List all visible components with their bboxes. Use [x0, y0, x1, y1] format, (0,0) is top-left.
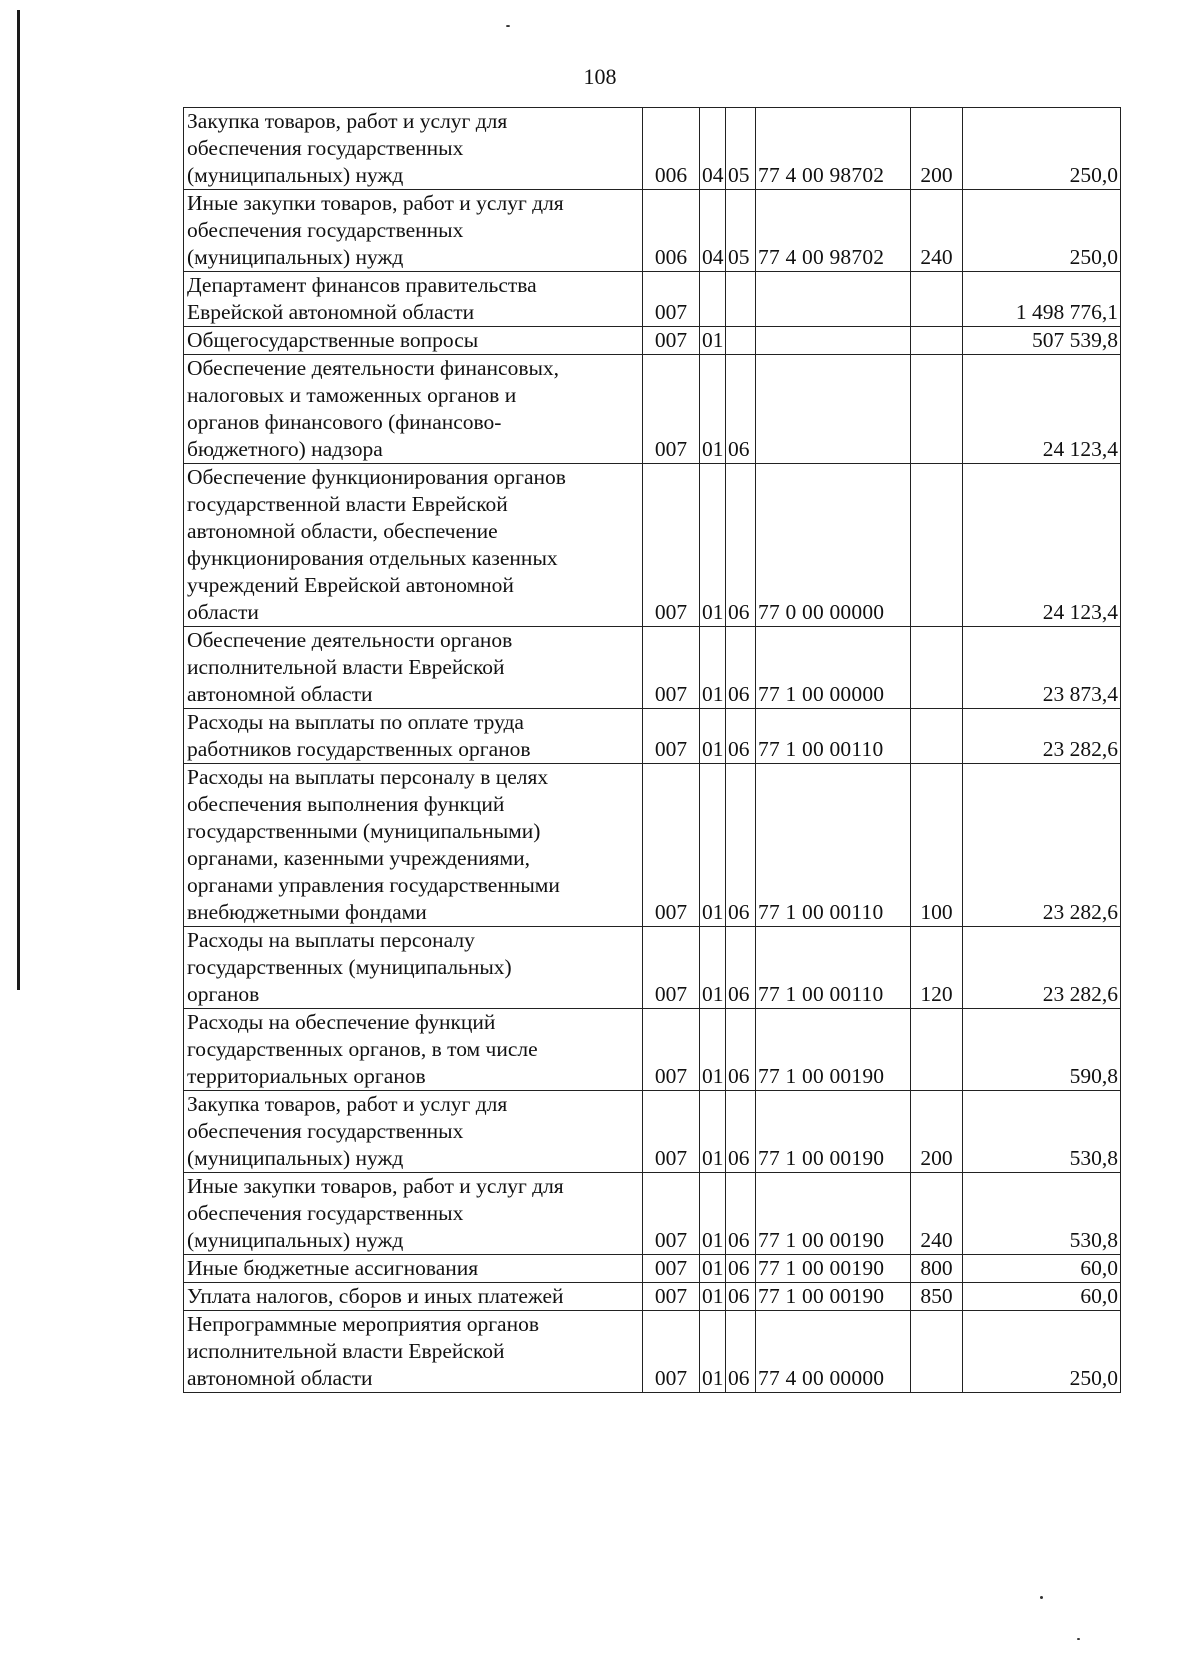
section-code-cell	[700, 272, 726, 327]
budget-table-body	[184, 108, 1121, 1393]
section-code-cell: 01	[700, 1255, 726, 1283]
expense-type-code-cell: 200	[911, 108, 963, 190]
expense-type-code-cell: 240	[911, 1173, 963, 1255]
department-code-cell: 007	[643, 627, 700, 709]
table-row	[184, 927, 1121, 1009]
expense-type-code-cell	[911, 627, 963, 709]
expense-name-cell: Обеспечение деятельности органов исполнительной власти Еврейской автономной области	[184, 627, 643, 709]
table-row	[184, 764, 1121, 927]
expense-name-cell: Обеспечение деятельности финансовых, налоговых и таможенных органов и органов финансового (финансово- бюджетного) надзора	[184, 355, 643, 464]
section-code-cell: 01	[700, 1283, 726, 1311]
expense-name-cell: Расходы на выплаты по оплате труда работников государственных органов	[184, 709, 643, 764]
expense-name-cell: Иные закупки товаров, работ и услуг для обеспечения государственных (муниципальных) нужд	[184, 190, 643, 272]
subsection-code-cell: 06	[726, 1283, 756, 1311]
expense-type-code-cell: 240	[911, 190, 963, 272]
scan-speck	[1040, 1596, 1043, 1599]
subsection-code-cell: 06	[726, 627, 756, 709]
expense-name-cell: Обеспечение функционирования органов государственной власти Еврейской автономной области, обеспечение функционирования отдельных казенных учреждений Еврейской автономной области	[184, 464, 643, 627]
section-code-cell: 01	[700, 327, 726, 355]
scan-speck	[506, 25, 510, 27]
expense-name-cell: Общегосударственные вопросы	[184, 327, 643, 355]
department-code-cell: 007	[643, 272, 700, 327]
amount-cell: 24 123,4	[963, 355, 1121, 464]
expense-type-code-cell: 120	[911, 927, 963, 1009]
table-row	[184, 355, 1121, 464]
table-row	[184, 272, 1121, 327]
department-code-cell: 007	[643, 927, 700, 1009]
subsection-code-cell: 06	[726, 1255, 756, 1283]
expense-name-cell: Закупка товаров, работ и услуг для обеспечения государственных (муниципальных) нужд	[184, 1091, 643, 1173]
target-article-code-cell: 77 1 00 00190	[756, 1009, 911, 1091]
department-code-cell: 007	[643, 355, 700, 464]
expense-type-code-cell	[911, 464, 963, 627]
subsection-code-cell: 06	[726, 764, 756, 927]
subsection-code-cell	[726, 327, 756, 355]
subsection-code-cell: 06	[726, 709, 756, 764]
subsection-code-cell: 06	[726, 927, 756, 1009]
section-code-cell: 01	[700, 1173, 726, 1255]
target-article-code-cell: 77 4 00 00000	[756, 1311, 911, 1393]
table-row	[184, 327, 1121, 355]
subsection-code-cell: 06	[726, 1173, 756, 1255]
department-code-cell: 007	[643, 1091, 700, 1173]
expense-name-cell: Уплата налогов, сборов и иных платежей	[184, 1283, 643, 1311]
target-article-code-cell: 77 1 00 00110	[756, 709, 911, 764]
target-article-code-cell: 77 1 00 00190	[756, 1173, 911, 1255]
expense-name-cell: Расходы на выплаты персоналу государственных (муниципальных) органов	[184, 927, 643, 1009]
amount-cell: 23 282,6	[963, 764, 1121, 927]
amount-cell: 60,0	[963, 1255, 1121, 1283]
subsection-code-cell: 05	[726, 108, 756, 190]
expense-name-cell: Закупка товаров, работ и услуг для обеспечения государственных (муниципальных) нужд	[184, 108, 643, 190]
department-code-cell: 006	[643, 190, 700, 272]
amount-cell: 530,8	[963, 1091, 1121, 1173]
amount-cell: 24 123,4	[963, 464, 1121, 627]
amount-cell: 23 282,6	[963, 927, 1121, 1009]
expense-type-code-cell	[911, 1311, 963, 1393]
table-row	[184, 709, 1121, 764]
table-row	[184, 1009, 1121, 1091]
expense-name-cell: Иные бюджетные ассигнования	[184, 1255, 643, 1283]
section-code-cell: 04	[700, 108, 726, 190]
amount-cell: 590,8	[963, 1009, 1121, 1091]
expense-name-cell: Иные закупки товаров, работ и услуг для обеспечения государственных (муниципальных) нужд	[184, 1173, 643, 1255]
expense-type-code-cell: 200	[911, 1091, 963, 1173]
table-row	[184, 1255, 1121, 1283]
expense-type-code-cell	[911, 355, 963, 464]
table-row	[184, 1311, 1121, 1393]
scan-edge-line	[17, 10, 20, 990]
page-number: 108	[583, 64, 617, 89]
subsection-code-cell: 05	[726, 190, 756, 272]
target-article-code-cell: 77 1 00 00190	[756, 1091, 911, 1173]
target-article-code-cell: 77 1 00 00190	[756, 1255, 911, 1283]
amount-cell: 250,0	[963, 1311, 1121, 1393]
amount-cell: 530,8	[963, 1173, 1121, 1255]
section-code-cell: 01	[700, 1311, 726, 1393]
section-code-cell: 01	[700, 927, 726, 1009]
target-article-code-cell: 77 4 00 98702	[756, 190, 911, 272]
section-code-cell: 01	[700, 1009, 726, 1091]
expense-type-code-cell	[911, 1009, 963, 1091]
department-code-cell: 006	[643, 108, 700, 190]
table-row	[184, 1283, 1121, 1311]
section-code-cell: 01	[700, 355, 726, 464]
table-row	[184, 1091, 1121, 1173]
table-row	[184, 190, 1121, 272]
amount-cell: 507 539,8	[963, 327, 1121, 355]
department-code-cell: 007	[643, 1009, 700, 1091]
subsection-code-cell: 06	[726, 355, 756, 464]
table-row	[184, 108, 1121, 190]
amount-cell: 60,0	[963, 1283, 1121, 1311]
expense-type-code-cell	[911, 327, 963, 355]
department-code-cell: 007	[643, 327, 700, 355]
department-code-cell: 007	[643, 1311, 700, 1393]
target-article-code-cell	[756, 327, 911, 355]
scan-speck	[1077, 1638, 1080, 1640]
section-code-cell: 01	[700, 464, 726, 627]
subsection-code-cell: 06	[726, 1311, 756, 1393]
amount-cell: 250,0	[963, 108, 1121, 190]
section-code-cell: 01	[700, 627, 726, 709]
subsection-code-cell	[726, 272, 756, 327]
subsection-code-cell: 06	[726, 1091, 756, 1173]
table-row	[184, 627, 1121, 709]
department-code-cell: 007	[643, 464, 700, 627]
amount-cell: 23 282,6	[963, 709, 1121, 764]
target-article-code-cell	[756, 272, 911, 327]
target-article-code-cell	[756, 355, 911, 464]
target-article-code-cell: 77 4 00 98702	[756, 108, 911, 190]
department-code-cell: 007	[643, 1255, 700, 1283]
expense-type-code-cell: 100	[911, 764, 963, 927]
expense-name-cell: Непрограммные мероприятия органов исполнительной власти Еврейской автономной области	[184, 1311, 643, 1393]
target-article-code-cell: 77 0 00 00000	[756, 464, 911, 627]
target-article-code-cell: 77 1 00 00000	[756, 627, 911, 709]
department-code-cell: 007	[643, 764, 700, 927]
section-code-cell: 04	[700, 190, 726, 272]
department-code-cell: 007	[643, 1283, 700, 1311]
department-code-cell: 007	[643, 1173, 700, 1255]
section-code-cell: 01	[700, 709, 726, 764]
expense-name-cell: Расходы на обеспечение функций государственных органов, в том числе территориальных органов	[184, 1009, 643, 1091]
table-row	[184, 464, 1121, 627]
expense-name-cell: Расходы на выплаты персоналу в целях обеспечения выполнения функций государственными (муниципальными) органами, казенными учреждениями, органами управления государственными внебюджетными фондами	[184, 764, 643, 927]
expense-name-cell: Департамент финансов правительства Еврейской автономной области	[184, 272, 643, 327]
budget-table	[183, 107, 1121, 1393]
subsection-code-cell: 06	[726, 1009, 756, 1091]
expense-type-code-cell	[911, 709, 963, 764]
expense-type-code-cell: 850	[911, 1283, 963, 1311]
expense-type-code-cell: 800	[911, 1255, 963, 1283]
amount-cell: 250,0	[963, 190, 1121, 272]
target-article-code-cell: 77 1 00 00110	[756, 764, 911, 927]
target-article-code-cell: 77 1 00 00110	[756, 927, 911, 1009]
expense-type-code-cell	[911, 272, 963, 327]
amount-cell: 23 873,4	[963, 627, 1121, 709]
department-code-cell: 007	[643, 709, 700, 764]
amount-cell: 1 498 776,1	[963, 272, 1121, 327]
table-row	[184, 1173, 1121, 1255]
subsection-code-cell: 06	[726, 464, 756, 627]
section-code-cell: 01	[700, 764, 726, 927]
target-article-code-cell: 77 1 00 00190	[756, 1283, 911, 1311]
section-code-cell: 01	[700, 1091, 726, 1173]
